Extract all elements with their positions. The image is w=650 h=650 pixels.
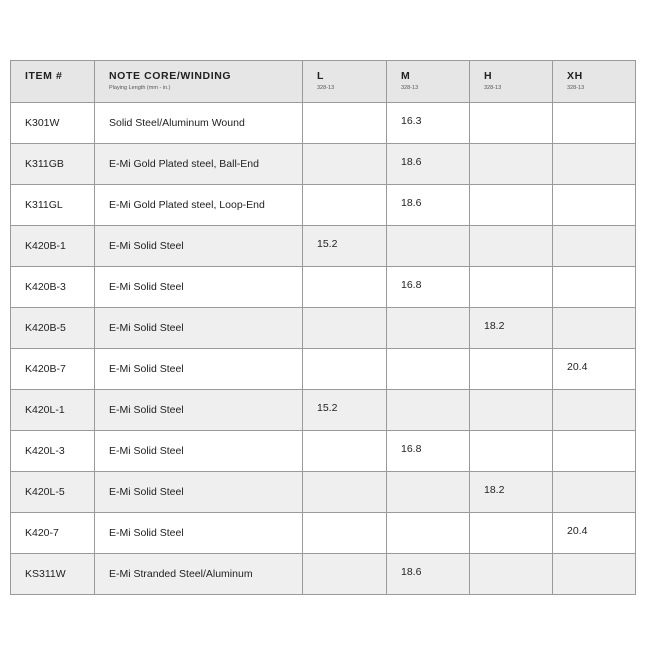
table-row [11, 472, 636, 513]
table-row [11, 267, 636, 308]
cell-xh [553, 390, 636, 431]
cell-h [470, 267, 553, 308]
cell-xh [553, 103, 636, 144]
cell-h: 18.2 [470, 308, 553, 349]
cell-note: E-Mi Solid Steel [95, 267, 303, 308]
table-row [11, 103, 636, 144]
cell-l [303, 103, 387, 144]
cell-m [387, 472, 470, 513]
cell-m [387, 226, 470, 267]
cell-m [387, 308, 470, 349]
cell-item: K311GB [11, 144, 95, 185]
cell-l [303, 308, 387, 349]
cell-h [470, 513, 553, 554]
header-m-sub: 328-13 [401, 85, 419, 91]
table-row [11, 554, 636, 595]
cell-m: 16.3 [387, 103, 470, 144]
cell-l: 15.2 [303, 390, 387, 431]
cell-l [303, 472, 387, 513]
cell-xh [553, 554, 636, 595]
cell-item: K420L-1 [11, 390, 95, 431]
cell-m [387, 513, 470, 554]
cell-h [470, 349, 553, 390]
cell-l: 15.2 [303, 226, 387, 267]
string-spec-table [10, 60, 636, 595]
cell-xh [553, 144, 636, 185]
cell-note: E-Mi Solid Steel [95, 431, 303, 472]
header-note-label: NOTE CORE/WINDING [109, 70, 232, 82]
header-xh-sub: 328-13 [567, 85, 585, 91]
cell-item: K420B-7 [11, 349, 95, 390]
cell-l [303, 349, 387, 390]
header-h [470, 61, 553, 103]
cell-item: K311GL [11, 185, 95, 226]
cell-note: E-Mi Solid Steel [95, 513, 303, 554]
header-note [95, 61, 303, 103]
table-row [11, 308, 636, 349]
header-l-sub: 328-13 [317, 85, 335, 91]
cell-h [470, 554, 553, 595]
table-row [11, 513, 636, 554]
cell-item: K420L-5 [11, 472, 95, 513]
header-item-label: ITEM # [25, 70, 63, 82]
cell-l [303, 554, 387, 595]
cell-l [303, 267, 387, 308]
cell-h [470, 226, 553, 267]
cell-h [470, 103, 553, 144]
cell-note: E-Mi Gold Plated steel, Loop-End [95, 185, 303, 226]
cell-xh: 20.4 [553, 349, 636, 390]
header-row [11, 61, 636, 103]
header-item [11, 61, 95, 103]
header-note-sub: Playing Length (mm - in.) [109, 85, 171, 91]
cell-xh [553, 308, 636, 349]
cell-l [303, 144, 387, 185]
cell-note: E-Mi Solid Steel [95, 472, 303, 513]
cell-l [303, 185, 387, 226]
cell-h: 18.2 [470, 472, 553, 513]
header-xh [553, 61, 636, 103]
table-body [11, 103, 636, 595]
cell-xh [553, 472, 636, 513]
string-spec-table-container [10, 60, 635, 595]
header-m-label: M [401, 70, 411, 82]
cell-note: E-Mi Stranded Steel/Aluminum [95, 554, 303, 595]
cell-m: 18.6 [387, 554, 470, 595]
cell-note: E-Mi Solid Steel [95, 226, 303, 267]
cell-m: 16.8 [387, 267, 470, 308]
cell-xh: 20.4 [553, 513, 636, 554]
cell-h [470, 390, 553, 431]
cell-xh [553, 431, 636, 472]
table-row [11, 185, 636, 226]
header-m [387, 61, 470, 103]
cell-h [470, 185, 553, 226]
table-row [11, 390, 636, 431]
header-l-label: L [317, 70, 325, 82]
cell-h [470, 144, 553, 185]
cell-note: E-Mi Solid Steel [95, 308, 303, 349]
cell-item: KS311W [11, 554, 95, 595]
cell-item: K420-7 [11, 513, 95, 554]
table-row [11, 349, 636, 390]
header-h-sub: 328-13 [484, 85, 502, 91]
cell-item: K420B-1 [11, 226, 95, 267]
cell-h [470, 431, 553, 472]
cell-m [387, 390, 470, 431]
cell-item: K420B-5 [11, 308, 95, 349]
cell-l [303, 513, 387, 554]
header-xh-label: XH [567, 70, 583, 82]
cell-item: K420B-3 [11, 267, 95, 308]
cell-xh [553, 267, 636, 308]
cell-xh [553, 226, 636, 267]
header-h-label: H [484, 70, 493, 82]
cell-note: Solid Steel/Aluminum Wound [95, 103, 303, 144]
header-l [303, 61, 387, 103]
cell-l [303, 431, 387, 472]
cell-m: 18.6 [387, 144, 470, 185]
cell-m: 16.8 [387, 431, 470, 472]
cell-item: K420L-3 [11, 431, 95, 472]
cell-note: E-Mi Gold Plated steel, Ball-End [95, 144, 303, 185]
cell-item: K301W [11, 103, 95, 144]
cell-m [387, 349, 470, 390]
cell-xh [553, 185, 636, 226]
cell-note: E-Mi Solid Steel [95, 349, 303, 390]
table-row [11, 144, 636, 185]
cell-note: E-Mi Solid Steel [95, 390, 303, 431]
table-row [11, 431, 636, 472]
table-row [11, 226, 636, 267]
cell-m: 18.6 [387, 185, 470, 226]
